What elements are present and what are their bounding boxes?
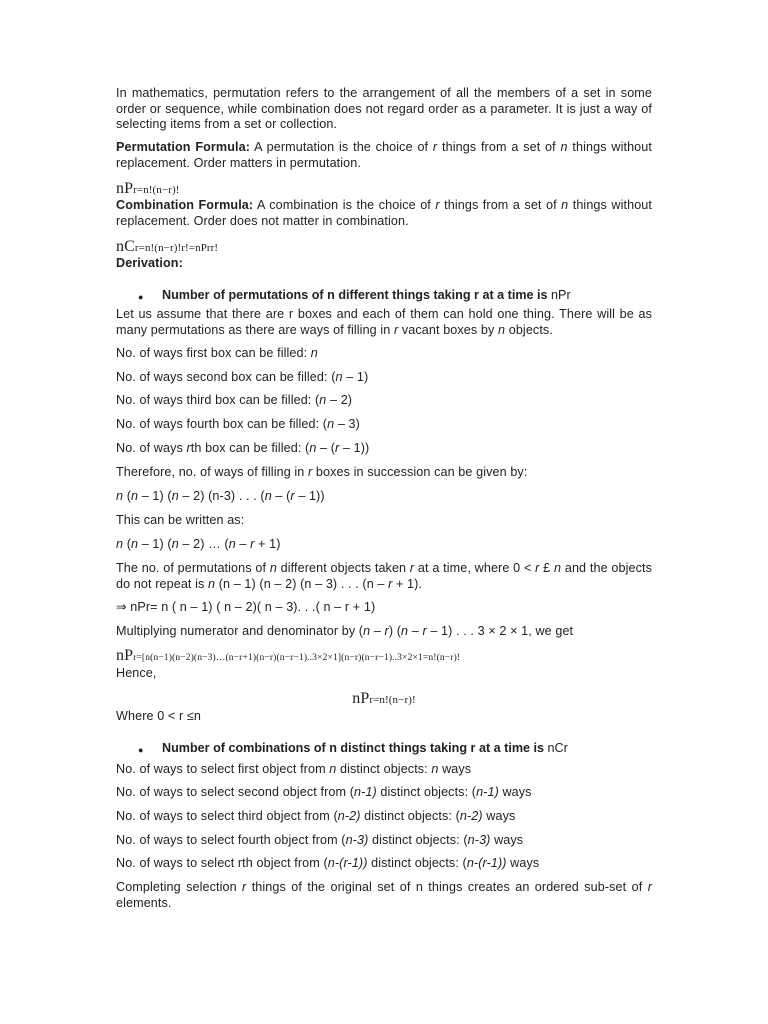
formula-rest: r=n!(n−r)!	[133, 184, 180, 196]
text-run: No. of ways to select third object from (	[116, 809, 338, 823]
var-n: n	[228, 537, 236, 551]
text-run: distinct objects:	[336, 762, 432, 776]
text-run: ways	[482, 809, 516, 823]
text-run: –	[235, 537, 251, 551]
expr: n-(r-1))	[327, 856, 368, 870]
expr: n-2)	[459, 809, 483, 823]
text-run: + 1)	[254, 537, 281, 551]
text-run: No. of ways to select rth object from (	[116, 856, 328, 870]
formula-rest: r=n!(n−r)!	[369, 694, 416, 706]
bullet-permutations	[162, 288, 571, 302]
var-r: r	[647, 880, 652, 894]
text-run: – (	[316, 441, 336, 455]
bullet-tail: nCr	[544, 741, 568, 755]
text-run: No. of ways first box can be filled:	[116, 346, 311, 360]
text-run: th box can be filled: (	[190, 441, 310, 455]
ways-rth-box	[116, 441, 652, 457]
var-n: n	[208, 576, 216, 591]
var-r: r	[409, 561, 415, 575]
var-n: n	[309, 441, 317, 455]
var-r: r	[388, 576, 393, 591]
formula-rest: r=[n(n−1)(n−2)(n−3)…(n−r+1)(n−r)(n−r−1)..3×2×1](n−r)(n−r−1)..3×2×1=n!(n−r)!	[133, 652, 461, 663]
text-run: things from a set of	[437, 140, 561, 154]
var-n: n	[561, 198, 569, 212]
text-run: No. of ways to select fourth object from (	[116, 833, 346, 847]
var-r: r	[384, 624, 389, 638]
text-run: distinct objects: (	[368, 833, 468, 847]
bullet-dot: ●	[138, 292, 144, 302]
var-n: n	[116, 537, 124, 551]
intro-paragraph: In mathematics, permutation refers to the arrangement of all the members of a set in some order or sequence, while combination does not regard order as a parameter. It is just a way of selecting items from a set or collection.	[116, 86, 652, 131]
text-run: No. of ways second box can be filled: (	[116, 370, 336, 384]
completing-paragraph	[116, 880, 652, 911]
text-run: ways	[506, 856, 540, 870]
var-r: r	[186, 441, 191, 455]
text-run: distinct objects: (	[360, 809, 460, 823]
text-run: elements.	[116, 895, 172, 910]
expr: n-1)	[476, 785, 499, 799]
expr: n-1)	[353, 785, 377, 799]
var-r: r	[250, 537, 255, 551]
formula-rest: r=n!(n−r)!r!=nPrr!	[134, 242, 219, 254]
text-run: vacant boxes by	[398, 322, 499, 337]
var-n: n	[401, 624, 409, 638]
text-run: (	[123, 537, 132, 551]
bullet-tail: nPr	[547, 288, 571, 302]
var-n: n	[363, 624, 371, 638]
text-run: No. of ways to select second object from (	[116, 785, 354, 799]
text-run: things of the original set of n things creates an ordered sub-set of	[246, 880, 648, 894]
var-n: n	[310, 346, 318, 360]
text-run: + 1).	[392, 576, 423, 591]
ways-second-box	[116, 370, 652, 386]
text-run: (n – 1) (n – 2) (n – 3) . . . (n –	[215, 576, 389, 591]
text-run: – (	[271, 489, 291, 503]
bullet-combinations	[162, 741, 568, 755]
text-run: Multiplying numerator and denominator by (	[116, 624, 364, 638]
implies-line: ⇒ nPr= n ( n – 1) ( n – 2)( n – 3). . .( n – r + 1)	[116, 600, 376, 614]
var-n: n	[116, 489, 124, 503]
bullet-dot: ●	[138, 745, 144, 755]
bullet-bold-text: Number of permutations of n different things taking r at a time is	[162, 288, 548, 302]
select-rth-object	[116, 856, 652, 872]
text-run: A permutation is the choice of	[250, 140, 433, 154]
text-run: – 1) (	[138, 537, 172, 551]
text-run: – 1) . . . 3 × 2 × 1, we get	[426, 624, 574, 638]
product-expression-1	[116, 489, 652, 505]
formula-main: nP	[116, 647, 134, 664]
ways-fourth-box	[116, 417, 652, 433]
select-first-object	[116, 762, 652, 778]
var-n: n	[327, 417, 335, 431]
expr: n-(r-1))	[466, 856, 507, 870]
text-run: and the objects do not repeat is	[116, 561, 652, 591]
permutations-count-paragraph	[116, 561, 652, 592]
var-r: r	[535, 561, 540, 575]
bullet-bold-text: Number of combinations of n distinct things taking r at a time is	[162, 741, 545, 755]
text-run: – 1)	[342, 370, 369, 384]
text-run: – 2) … (	[178, 537, 229, 551]
permutation-formula	[116, 180, 652, 199]
text-run: ways	[498, 785, 532, 799]
hence-line: Hence,	[116, 666, 157, 680]
text-run: objects.	[505, 322, 553, 337]
var-r: r	[432, 140, 438, 154]
select-third-object	[116, 809, 652, 825]
ways-third-box	[116, 393, 652, 409]
text-run: ways	[490, 833, 524, 847]
var-r: r	[394, 322, 399, 337]
formula-main: nP	[116, 180, 134, 197]
text-run: (	[123, 489, 132, 503]
text-run: ways	[438, 762, 472, 776]
assume-paragraph	[116, 307, 652, 338]
var-n: n	[319, 393, 327, 407]
var-r: r	[435, 198, 440, 212]
center-formula	[116, 690, 652, 709]
var-r: r	[422, 624, 427, 638]
var-n: n	[431, 762, 439, 776]
text-run: – 1))	[339, 441, 370, 455]
text-run: – 1))	[294, 489, 325, 503]
permutation-definition	[116, 140, 652, 171]
text-run: boxes in succession can be given by:	[312, 465, 528, 479]
var-n: n	[498, 322, 506, 337]
select-second-object	[116, 785, 652, 801]
text-run: distinct objects: (	[367, 856, 467, 870]
text-run: No. of ways to select first object from	[116, 762, 330, 776]
where-line: Where 0 < r ≤n	[116, 709, 201, 723]
var-n: n	[131, 489, 139, 503]
var-n: n	[264, 489, 272, 503]
text-run: at a time, where 0 <	[414, 561, 536, 575]
text-run: Completing selection	[116, 880, 243, 894]
var-n: n	[554, 561, 562, 575]
text-run: No. of ways fourth box can be filled: (	[116, 417, 328, 431]
text-run: Therefore, no. of ways of filling in	[116, 465, 308, 479]
formula-main: nP	[352, 690, 370, 707]
text-run: A combination is the choice of	[253, 198, 436, 212]
combination-definition	[116, 198, 652, 229]
var-n: n	[329, 762, 337, 776]
text-run: – 2)	[326, 393, 353, 407]
text-run: things from a set of	[439, 198, 562, 212]
text-run: –	[408, 624, 423, 638]
long-formula	[116, 647, 652, 667]
var-n: n	[560, 140, 568, 154]
derivation-heading: Derivation:	[116, 256, 183, 270]
ways-first-box	[116, 346, 652, 362]
text-run: different objects taken	[276, 561, 410, 575]
text-run: –	[370, 624, 385, 638]
written-as-line: This can be written as:	[116, 513, 245, 527]
text-run: No. of ways	[116, 441, 187, 455]
expr: n-3)	[467, 833, 491, 847]
text-run: £	[539, 561, 555, 575]
text-run: No. of ways third box can be filled: (	[116, 393, 320, 407]
var-r: r	[290, 489, 295, 503]
text-run: ) (	[388, 624, 402, 638]
text-run: things without replacement. Order matters in permutation.	[116, 140, 652, 170]
text-run: Let us assume that there are r boxes and each of them can hold one thing. There will be as many permutations as there are ways of filling in	[116, 307, 652, 337]
var-n: n	[171, 537, 179, 551]
select-fourth-object	[116, 833, 652, 849]
therefore-line	[116, 465, 652, 481]
var-n: n	[131, 537, 139, 551]
multiply-line	[116, 624, 652, 640]
text-run: – 2) (n-3) . . . (	[178, 489, 265, 503]
product-expression-2	[116, 537, 652, 553]
text-run: things without replacement. Order does not matter in combination.	[116, 198, 653, 228]
var-n: n	[171, 489, 179, 503]
combination-formula-label: Combination Formula:	[116, 198, 254, 212]
expr: n-3)	[345, 833, 369, 847]
text-run: distinct objects: (	[376, 785, 477, 799]
text-run: The no. of permutations of	[116, 561, 270, 575]
var-r: r	[308, 465, 313, 479]
combination-formula	[116, 238, 652, 257]
var-n: n	[269, 561, 277, 575]
formula-main: nC	[116, 238, 135, 255]
expr: n-2)	[337, 809, 361, 823]
var-r: r	[335, 441, 340, 455]
permutation-formula-label: Permutation Formula:	[116, 140, 251, 154]
var-r: r	[242, 880, 247, 894]
text-run: – 1) (	[138, 489, 172, 503]
var-n: n	[335, 370, 343, 384]
text-run: – 3)	[334, 417, 360, 431]
